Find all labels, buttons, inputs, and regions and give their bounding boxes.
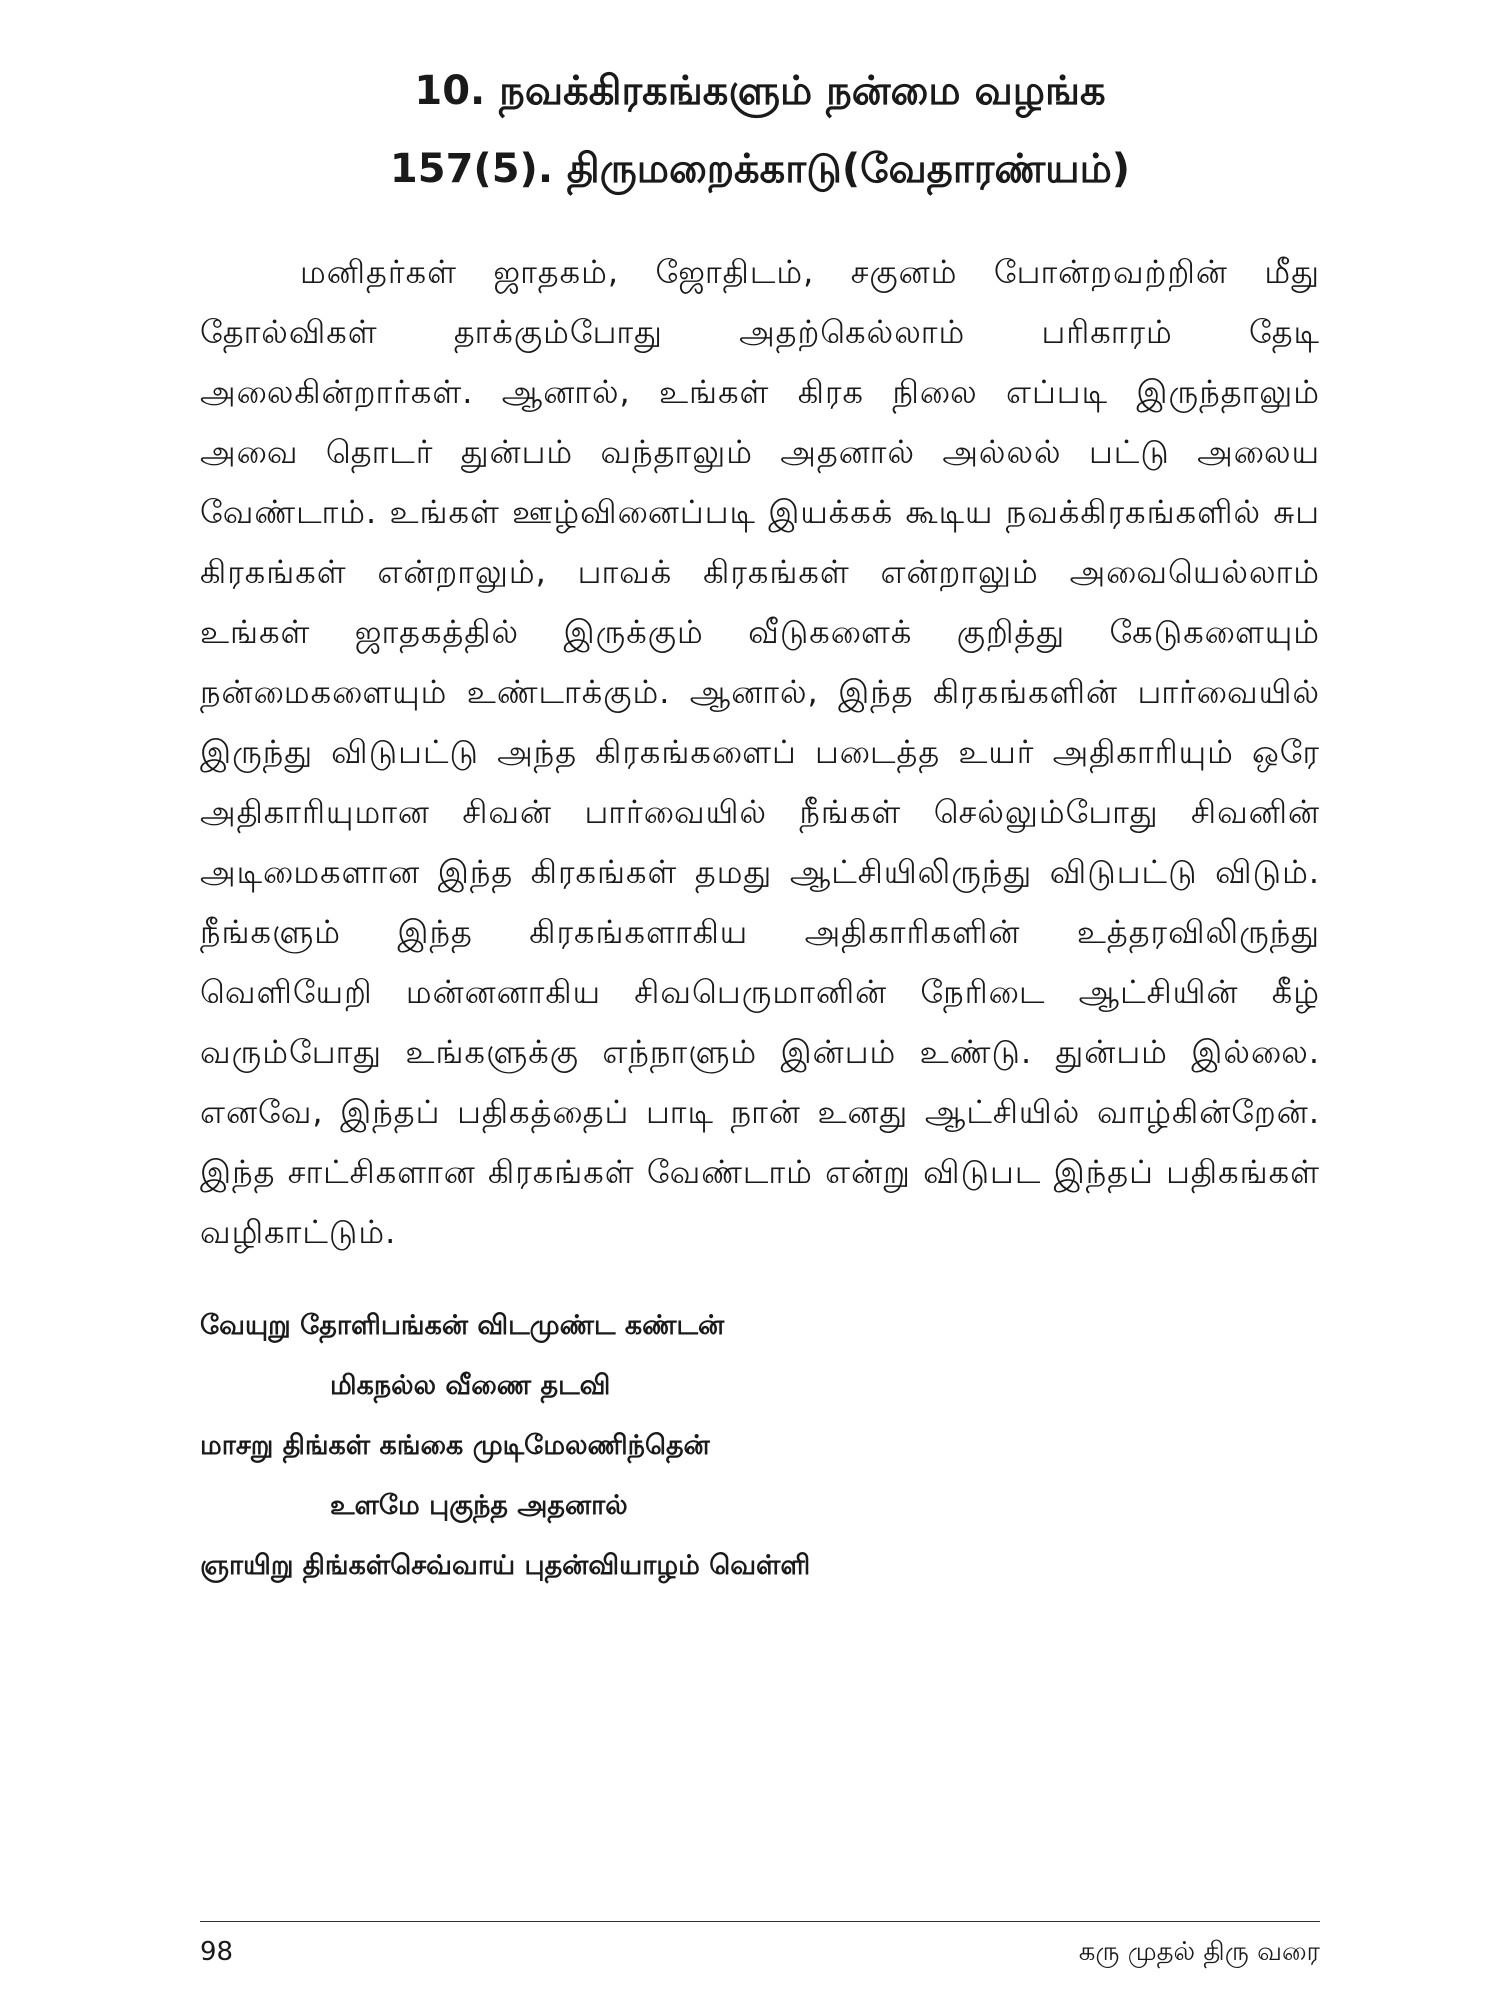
title-line-1: 10. நவக்கிரகங்களும் நன்மை வழங்க bbox=[414, 68, 1106, 114]
verse-block bbox=[200, 1296, 1320, 1596]
chapter-title bbox=[200, 0, 1320, 208]
body-paragraph: மனிதர்கள் ஜாதகம், ஜோதிடம், சகுனம் போன்றவற்றின் மீது தோல்விகள் தாக்கும்போது அதற்கெல்லாம் பரிகாரம் தேடி அலைகின்றார்கள். ஆனால், உங்கள் கிரக நிலை எப்படி இருந்தாலும் அவை தொடர் துன்பம் வந்தாலும் அதனால் அல்லல் பட்டு அலைய வேண்டாம். உங்கள் ஊழ்வினைப்படி இயக்கக் கூடிய நவக்கிரகங்களில் சுப கிரகங்கள் என்றாலும், பாவக் கிரகங்கள் என்றாலும் அவையெல்லாம் உங்கள் ஜாதகத்தில் இருக்கும் வீடுகளைக் குறித்து கேடுகளையும் நன்மைகளையும் உண்டாக்கும். ஆனால், இந்த கிரகங்களின் பார்வையில் இருந்து விடுபட்டு அந்த கிரகங்களைப் படைத்த உயர் அதிகாரியும் ஒரே அதிகாரியுமான சிவன் பார்வையில் நீங்கள் செல்லும்போது சிவனின் அடிமைகளான இந்த கிரகங்கள் தமது ஆட்சியிலிருந்து விடுபட்டு விடும். நீங்களும் இந்த கிரகங்களாகிய அதிகாரிகளின் உத்தரவிலிருந்து வெளியேறி மன்னனாகிய சிவபெருமானின் நேரிடை ஆட்சியின் கீழ் வரும்போது உங்களுக்கு எந்நாளும் இன்பம் உண்டு. துன்பம் இல்லை. எனவே, இந்தப் பதிகத்தைப் பாடி நான் உனது ஆட்சியில் வாழ்கின்றேன். இந்த சாட்சிகளான கிரகங்கள் வேண்டாம் என்று விடுபட இந்தப் பதிகங்கள் வழிகாட்டும். bbox=[200, 253, 1320, 1251]
running-footer-title: கரு முதல் திரு வரை bbox=[1078, 1937, 1320, 1967]
footer-divider bbox=[200, 1921, 1320, 1922]
page-number: 98 bbox=[200, 1937, 234, 1967]
title-line-2: 157(5). திருமறைக்காடு(வேதாரண்யம்) bbox=[389, 146, 1131, 192]
verse-line: மிகநல்ல வீணை தடவி bbox=[330, 1370, 611, 1401]
verse-line: வேயுறு தோளிபங்கன் விடமுண்ட கண்டன் bbox=[200, 1310, 725, 1341]
verse-line: மாசறு திங்கள் கங்கை முடிமேலணிந்தென் bbox=[200, 1430, 710, 1461]
verse-line: உளமே புகுந்த அதனால் bbox=[330, 1490, 628, 1521]
book-page bbox=[200, 0, 1320, 2000]
verse-line: ஞாயிறு திங்கள்செவ்வாய் புதன்வியாழம் வெள்ளி bbox=[200, 1550, 811, 1581]
